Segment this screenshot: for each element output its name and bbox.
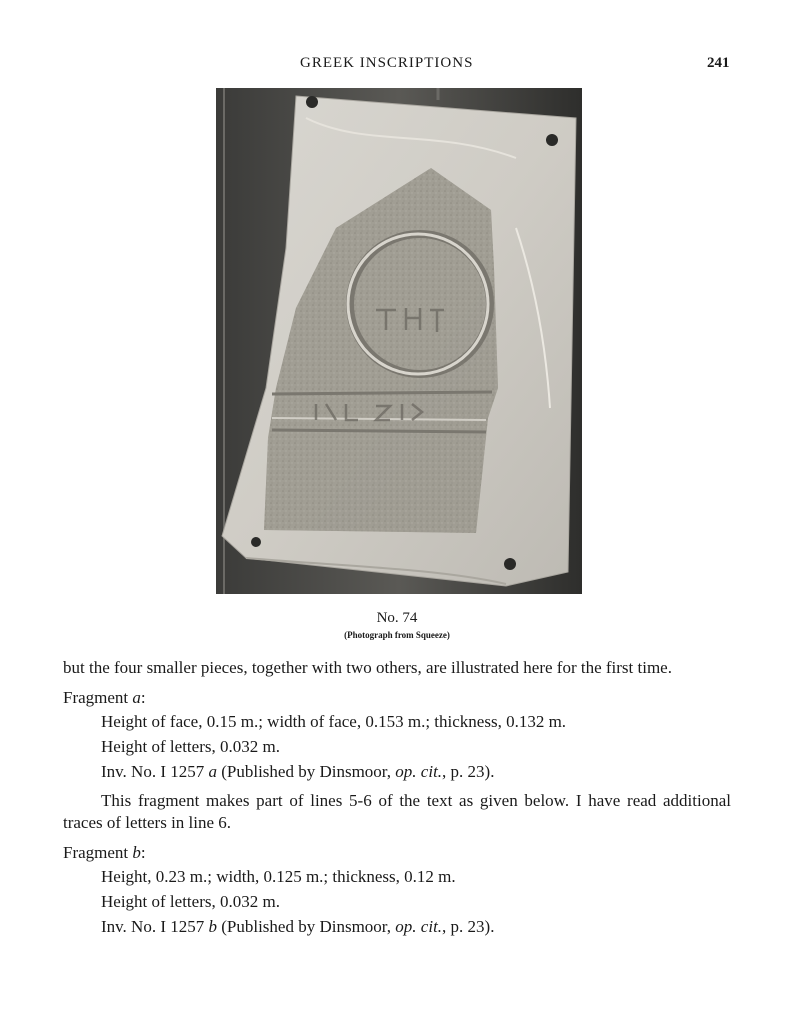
- fragment-b-inv-suffix: , p. 23).: [442, 917, 495, 936]
- squeeze-photograph-illustration: [216, 88, 582, 594]
- fragment-a-letter-height: Height of letters, 0.032 m.: [101, 737, 280, 756]
- running-title: GREEK INSCRIPTIONS: [300, 55, 474, 71]
- squeeze-photograph: [216, 88, 582, 594]
- fragment-a-dimensions: Height of face, 0.15 m.; width of face, 0.153 m.; thickness, 0.132 m.: [101, 712, 567, 731]
- fragment-b-inventory: [63, 914, 731, 939]
- fragment-b-dimensions: Height, 0.23 m.; width, 0.125 m.; thickness, 0.12 m.: [101, 867, 456, 886]
- fragment-b-heading: [63, 842, 731, 864]
- fragment-a-colon: :: [140, 688, 146, 707]
- figure-subcaption: (Photograph from Squeeze): [344, 630, 450, 640]
- figure-number: No. 74: [376, 610, 418, 626]
- figure-caption: [0, 609, 794, 641]
- body-text: [63, 657, 731, 939]
- running-head: [0, 55, 794, 75]
- fragment-b-letter: b: [132, 843, 141, 862]
- fragment-a-inv-cite: op. cit.: [395, 762, 443, 781]
- fragment-b-inv-letter: b: [208, 917, 217, 936]
- fragment-a-inv-suffix: , p. 23).: [442, 762, 495, 781]
- fragment-a-heading: [63, 687, 731, 709]
- fragment-a-label: Fragment: [63, 688, 133, 707]
- fragment-b-letter-height: Height of letters, 0.032 m.: [101, 892, 280, 911]
- fragment-a-inv-letter: a: [208, 762, 217, 781]
- fragment-b-inv-prefix: Inv. No. I 1257: [101, 917, 209, 936]
- fragment-b-colon: :: [140, 843, 146, 862]
- fragment-b-inv-mid: (Published by Dinsmoor,: [217, 917, 396, 936]
- fragment-a-letter: a: [132, 688, 141, 707]
- fragment-b-inv-cite: op. cit.: [395, 917, 443, 936]
- fragment-a-note: This fragment makes part of lines 5-6 of the text as given below. I have read additional traces of letters in line 6.: [63, 791, 731, 832]
- fragment-a-inventory: [63, 759, 731, 784]
- fragment-a-inv-mid: (Published by Dinsmoor,: [217, 762, 396, 781]
- intro-paragraph: but the four smaller pieces, together with two others, are illustrated here for the first time.: [63, 658, 672, 677]
- fragment-a-inv-prefix: Inv. No. I 1257: [101, 762, 209, 781]
- fragment-b-label: Fragment: [63, 843, 133, 862]
- page-number: 241: [707, 55, 730, 71]
